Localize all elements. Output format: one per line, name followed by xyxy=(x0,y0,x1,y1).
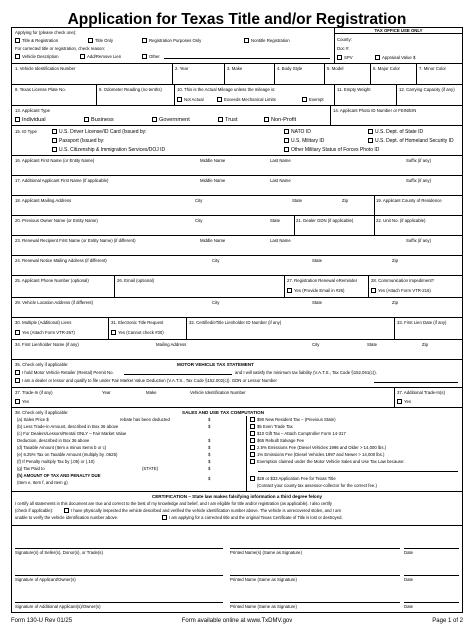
tax-line-g: (g) Tax Paid to xyxy=(17,466,45,471)
id-passport[interactable]: Passport (Issued by: xyxy=(52,138,105,144)
sales-tax-header: SALES AND USE TAX COMPUTATION xyxy=(182,410,265,415)
tax-dollar-e: $ xyxy=(208,452,211,457)
add-first-name-label: 17. Additional Applicant First Name (if applicable) xyxy=(15,178,109,183)
additional-date-line[interactable] xyxy=(404,602,459,603)
tax-line-g-suffix: (STATE) xyxy=(142,466,159,471)
phone-email-row xyxy=(12,276,462,298)
sales-tax-divider xyxy=(246,416,247,491)
permit-no-line xyxy=(124,374,232,375)
renewal-last-name-label: Last Name xyxy=(270,238,291,243)
additional-applicant-row xyxy=(12,176,462,196)
office-appraisal-checkbox[interactable]: Appraisal Value $ xyxy=(375,55,415,60)
renewal-middle-name-label: Middle Name xyxy=(200,238,226,243)
ereminder-yes[interactable]: Yes (Provide Email in #26) xyxy=(287,288,344,293)
cert-inspected-checkbox[interactable]: I have physically inspected the vehicle described and verified the vehicle identification number above. The vehicle is unrecovered stolen, and I am xyxy=(64,508,341,513)
reason-other-line xyxy=(164,58,330,59)
mailing-state-label: State xyxy=(292,198,303,203)
tax-line-c: (c) For Dealers/Lessors/Rental ONLY – Fair Market Value xyxy=(17,431,127,436)
previous-owner-label: 20. Previous Owner Name (or Entity Name) xyxy=(15,218,98,223)
lienholder-zip-label: Zip xyxy=(422,342,428,347)
impediment-label: 28. Communication Impediment? xyxy=(371,278,435,283)
type-individual[interactable]: Individual xyxy=(15,117,46,123)
id-nato[interactable]: NATO ID xyxy=(284,129,311,135)
mileage-exempt[interactable]: Exempt xyxy=(302,97,324,102)
tax-dollar-c: $ xyxy=(208,438,211,443)
tax-line-h2: (Item e, Item f, and Item g) xyxy=(17,480,68,485)
liens-label: 30. Multiple (Additional) Liens xyxy=(15,320,72,325)
suffix-label: Suffix (if any) xyxy=(406,158,431,163)
tax-line-f: (f) If Penalty multiply Tax by (.05) or (.10) xyxy=(17,459,95,464)
applicant-printed-label: Printed Name (Same as Signature) xyxy=(230,577,297,582)
tax-dollar-a: $ xyxy=(208,417,211,422)
fee-new-resident[interactable]: $90 New Resident Tax – (Previous State) xyxy=(250,417,336,422)
email-label: 26. Email (optional) xyxy=(117,278,155,283)
vehicle-location-row xyxy=(12,298,462,318)
type-government[interactable]: Government xyxy=(152,117,190,123)
mv-check-label: 35. Check only if applicable: xyxy=(15,362,69,367)
mailing-zip-label: Zip xyxy=(342,198,348,203)
mileage-not-actual[interactable]: Not Actual xyxy=(177,97,204,102)
add-middle-name-label: Middle Name xyxy=(200,178,226,183)
tax-dollar-b: $ xyxy=(208,424,211,429)
fee-even-trade[interactable]: $5 Even Trade Tax xyxy=(250,424,293,429)
mailing-address-label: 18. Applicant Mailing Address xyxy=(15,198,72,203)
etitle-yes[interactable]: Yes (Cannot check #30) xyxy=(111,330,164,335)
middle-name-label: Middle Name xyxy=(200,158,226,163)
lienholder-name-label: 34. First Lienholder Name (if any) xyxy=(15,342,79,347)
location-address-label: 29. Vehicle Location Address (if different) xyxy=(15,300,94,305)
fee-application[interactable]: $28 or $33 Application Fee for Texas Title xyxy=(250,476,336,481)
id-homeland-security[interactable]: U.S. Dept. of Homeland Security ID xyxy=(368,138,454,144)
plate-label: 8. Texas License Plate No. xyxy=(15,87,66,92)
footer-website: Form available online at www.TxDMV.gov xyxy=(181,618,293,624)
mv-retailer-permit[interactable]: I hold Motor Vehicle Retailer (Rental) Permit No. xyxy=(15,370,114,375)
model-label: 5. Model xyxy=(327,66,344,71)
trade-in-yes[interactable]: Yes xyxy=(15,399,29,404)
reason-vehicle-description[interactable]: Vehicle Description xyxy=(15,54,59,59)
trade-vin-label: Vehicle Identification Number xyxy=(190,390,246,395)
renewal-zip-label: Zip xyxy=(392,258,398,263)
applying-for-section xyxy=(12,28,462,64)
previous-owner-row xyxy=(12,216,462,236)
additional-signature-line[interactable] xyxy=(15,602,223,603)
lienholder-state-label: State xyxy=(367,342,378,347)
renewal-suffix-label: Suffix (if any) xyxy=(406,238,431,243)
mailing-city-label: City xyxy=(195,198,203,203)
type-business[interactable]: Business xyxy=(84,117,114,123)
seller-signature-label: Signature(s) of Seller(s), Donor(s), or Trade(s) xyxy=(15,550,103,555)
tax-dollar-d: $ xyxy=(208,445,211,450)
tax-dollar-g: $ xyxy=(208,466,211,471)
additional-printed-label: Printed Name (Same as Signature) xyxy=(230,604,297,609)
certification-line-3: unable to verify the vehicle identification number above. xyxy=(15,515,119,520)
photo-id-label: 14. Applicant Photo ID Number or FEIN/EIN xyxy=(333,108,417,113)
liens-yes[interactable]: Yes (Attach Form VTR-267) xyxy=(15,330,75,335)
certification-line-1: I certify all statements in this document are true and correct to the best of my knowledge and belief, and I am eligible for title and/or registration (as applicable). I also certify xyxy=(15,501,333,506)
lienholder-row xyxy=(12,340,462,360)
id-military[interactable]: U.S. Military ID xyxy=(284,138,324,144)
mileage-exceeds-limits[interactable]: Exceeds Mechanical Limits xyxy=(217,97,276,102)
renewal-mailing-label: 24. Renewal Notice Mailing Address (if different) xyxy=(15,258,107,263)
office-doc-label: Doc #: xyxy=(337,46,350,51)
renewal-first-name-label: 23. Renewal Recipient First Name (or Entity Name) (if different) xyxy=(15,238,136,243)
mileage-label: 10. This is the Actual Mileage unless the mileage is: xyxy=(177,87,276,92)
office-county-label: County: xyxy=(337,37,352,42)
fee-application-note: (Contact your county tax assessor-collector for the correct fee.) xyxy=(257,483,377,488)
dealer-gdn-label: 21. Dealer GDN (if applicable) xyxy=(296,218,354,223)
renewal-state-label: State xyxy=(312,258,323,263)
seller-signature-line[interactable] xyxy=(15,548,223,549)
location-state-label: State xyxy=(312,300,323,305)
renewal-city-label: City xyxy=(212,258,220,263)
tax-line-h: (h) AMOUNT OF TAX AND PENALTY DUE xyxy=(17,473,101,478)
lienholder-city-label: City xyxy=(312,342,320,347)
liens-row xyxy=(12,318,462,340)
fee-exemption[interactable]: Exemption claimed under the Motor Vehicle Sales and Use Tax Law because: xyxy=(250,459,405,464)
etitle-label: 31. Electronic Title Request xyxy=(111,320,164,325)
additional-signature-label: Signature of Additional Applicant(s)/Owner(s) xyxy=(15,604,101,609)
year-label: 2. Year xyxy=(175,66,189,71)
tax-office-use-box xyxy=(334,28,462,64)
footer-page-number: Page 1 of 2 xyxy=(432,618,463,624)
tax-line-d: (d) Taxable Amount (Item a minus Items b or c) xyxy=(17,445,107,450)
trade-year-label: Year xyxy=(102,390,111,395)
mailing-address-row xyxy=(12,196,462,216)
renewal-recipient-row xyxy=(12,236,462,256)
county-residence-label: 19. Applicant County of Residence xyxy=(376,198,442,203)
option-registration-purposes[interactable]: Registration Purposes Only xyxy=(142,38,201,43)
motor-vehicle-tax-section xyxy=(12,360,462,388)
fee-gift-tax[interactable]: $10 Gift Tax – Attach Comptroller Form 14-317 xyxy=(250,431,346,436)
add-suffix-label: Suffix (if any) xyxy=(406,178,431,183)
body-style-label: 4. Body Style xyxy=(277,66,303,71)
id-type-row xyxy=(12,126,462,156)
option-title-registration[interactable]: Title & Registration xyxy=(15,38,58,43)
impediment-yes[interactable]: Yes (Attach Form VTR-216) xyxy=(371,288,431,293)
odometer-label: 9. Odometer Reading (no tenths) xyxy=(99,87,162,92)
tax-line-e: (e) 6.25% Tax on Taxable Amount (multiply by .0625) xyxy=(17,452,118,457)
lienholder-address-label: Mailing Address xyxy=(156,342,187,347)
fee-emissions-2-5[interactable]: 2.5% Emissions Fee (Diesel Vehicles 1996 and Older > 14,000 lbs.) xyxy=(250,445,386,450)
sales-use-tax-section xyxy=(12,408,462,492)
location-city-label: City xyxy=(212,300,220,305)
additional-trade-yes[interactable]: Yes xyxy=(397,399,411,404)
applicant-printed-line[interactable] xyxy=(230,575,400,576)
applicant-date-label: Date xyxy=(404,577,414,582)
empty-weight-label: 11. Empty Weight xyxy=(337,87,371,92)
additional-trade-label: 37. Additional Trade-In(s) xyxy=(397,390,446,395)
applicant-signature-line[interactable] xyxy=(15,575,223,576)
tax-dollar-f: $ xyxy=(208,459,211,464)
ereminder-label: 27. Registration Renewal eReminder xyxy=(287,278,358,283)
additional-printed-line[interactable] xyxy=(230,602,400,603)
seller-printed-line[interactable] xyxy=(230,548,400,549)
odometer-row xyxy=(12,85,462,106)
tax-office-header: TAX OFFICE USE ONLY xyxy=(335,28,462,34)
unit-no-label: 22. Unit No. (if applicable) xyxy=(376,218,426,223)
reason-add-remove-lien[interactable]: Add/Remove Lien xyxy=(80,54,121,59)
sales-tax-check-label: 38. Check only if applicable: xyxy=(15,410,69,415)
id-dept-state[interactable]: U.S. Dept. of State ID xyxy=(368,129,423,135)
renewal-mailing-row xyxy=(12,256,462,276)
gdn-line xyxy=(374,382,458,383)
major-color-label: 6. Major Color xyxy=(373,66,400,71)
tax-line-b: (b) Less Trade-in Amount, described in Box 36 above xyxy=(17,424,119,429)
phone-label: 25. Applicant Phone Number (optional) xyxy=(15,278,89,283)
exemption-line xyxy=(258,471,458,472)
applicant-date-line[interactable] xyxy=(404,575,459,576)
vehicle-row xyxy=(12,64,462,85)
applying-for-label: Applying for (please check one): xyxy=(15,30,77,35)
lienholder-id-label: 32. Certified/eTitle Lienholder ID Number (if any) xyxy=(189,320,282,325)
tax-line-c2: Deduction, described in Box 36 above xyxy=(17,438,90,443)
tax-line-a: (a) Sales Price $ xyxy=(17,417,49,422)
option-nontitle-registration[interactable]: Nontitle Registration xyxy=(244,38,290,43)
corrected-label: For corrected title or registration, check reason: xyxy=(15,46,106,51)
footer-form-number: Form 130-U Rev 01/25 xyxy=(11,618,73,624)
type-non-profit[interactable]: Non-Profit xyxy=(264,117,296,123)
trade-in-label: 37. Trade-In (if any) xyxy=(15,390,53,395)
certification-line-2: (check if applicable): xyxy=(15,508,54,513)
seller-printed-label: Printed Name(s) (Same as Signature) xyxy=(230,550,302,555)
applicant-type-row xyxy=(12,106,462,126)
reason-other[interactable]: Other xyxy=(142,54,160,59)
id-uscis[interactable]: U.S. Citizenship & Immigration Services/DOJ ID xyxy=(52,147,165,153)
applicant-type-label: 13. Applicant Type xyxy=(15,108,51,113)
mv-dealer-lessor[interactable]: I am a dealer or lessor and qualify to file under Fair Market Value Deduction (V.A.T.S., Tax Code §152.002(c)). GDN or Lessor Number xyxy=(15,378,277,383)
first-name-label: 16. Applicant First Name (or Entity Name) xyxy=(15,158,95,163)
id-type-label: 15. ID Type xyxy=(15,129,37,134)
seller-date-label: Date xyxy=(404,550,414,555)
location-zip-label: Zip xyxy=(392,300,398,305)
lien-date-label: 33. First Lien Date (if any) xyxy=(397,320,447,325)
minor-color-label: 7. Minor Color xyxy=(419,66,446,71)
tax-line-a-suffix: rebate has been deducted xyxy=(120,417,170,422)
applicant-signature-label: Signature of Applicant/Owner(s) xyxy=(15,577,76,582)
additional-date-label: Date xyxy=(404,604,414,609)
applicant-name-row xyxy=(12,156,462,176)
form-title: Application for Texas Title and/or Registration xyxy=(67,11,407,28)
certification-header: CERTIFICATION – State law makes falsifying information a third degree felony xyxy=(151,494,323,499)
seller-date-line[interactable] xyxy=(404,548,459,549)
carrying-capacity-label: 12. Carrying Capacity (if any) xyxy=(399,87,455,92)
tax-dollar-h: $ xyxy=(208,476,211,481)
type-trust[interactable]: Trust xyxy=(218,117,238,123)
trade-make-label: Make xyxy=(146,390,157,395)
fee-rebuilt-salvage[interactable]: $65 Rebuilt Salvage Fee xyxy=(250,438,304,443)
make-label: 3. Make xyxy=(227,66,243,71)
option-title-only[interactable]: Title Only xyxy=(88,38,113,43)
cert-corrected-checkbox[interactable]: I am applying for a corrected title and the original Texas Certificate of Title is lost or destroyed. xyxy=(162,515,343,520)
trade-in-row xyxy=(12,388,462,408)
mv-retailer-suffix: and I will satisfy the minimum tax liability (V.A.T.S., Tax Code §152.061(c)). xyxy=(235,370,377,375)
previous-owner-state-label: State xyxy=(270,218,281,223)
vin-label: 1. Vehicle Identification Number xyxy=(15,66,76,71)
office-spv-checkbox[interactable]: SPV xyxy=(337,55,353,60)
id-driver-license[interactable]: U.S. Driver License/ID Card (Issued by: xyxy=(52,129,147,135)
last-name-label: Last Name xyxy=(270,158,291,163)
add-last-name-label: Last Name xyxy=(270,178,291,183)
previous-owner-city-label: City xyxy=(195,218,203,223)
fee-emissions-1[interactable]: 1% Emissions Fee (Diesel Vehicles 1997 and Newer > 14,000 lbs.) xyxy=(250,452,384,457)
mv-tax-header: MOTOR VEHICLE TAX STATEMENT xyxy=(177,362,254,367)
certification-section xyxy=(12,492,462,526)
form-frame xyxy=(11,27,463,613)
id-other-military[interactable]: Other Military Status of Forces Photo ID xyxy=(284,147,379,153)
